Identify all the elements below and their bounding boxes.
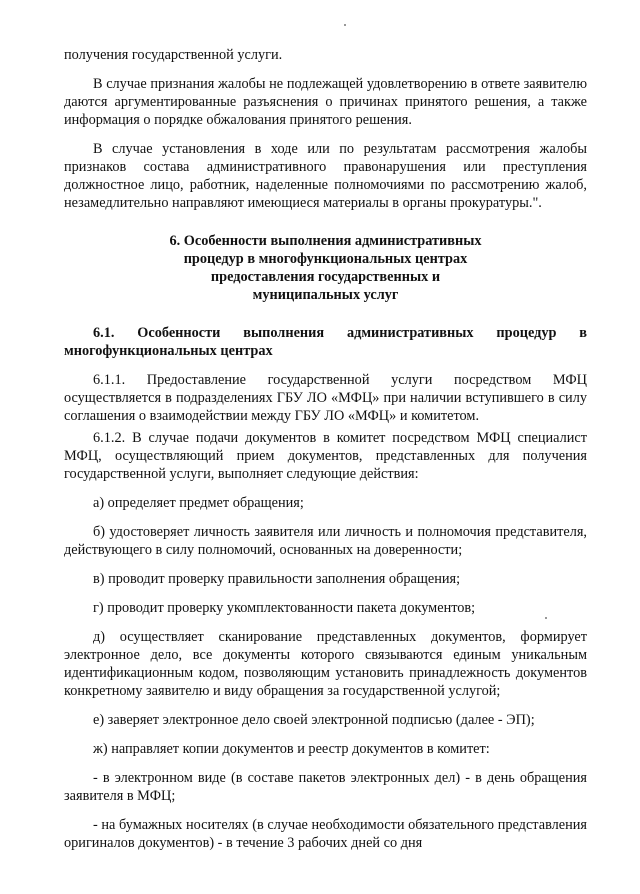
- paragraph-6-1-2: 6.1.2. В случае подачи документов в комитет посредством МФЦ специалист МФЦ, осуществляющий прием документов, представленных для получения государственной услуги, выполняет следующие действия:: [64, 430, 587, 482]
- paragraph-complaint-rejected: В случае признания жалобы не подлежащей удовлетворению в ответе заявителю даются аргументированные разъяснения о причинах принятого решения, а также информация о порядке обжалования принятого решения.: [64, 76, 587, 128]
- list-item-a: а) определяет предмет обращения;: [93, 495, 304, 511]
- paragraph-6-1-1: 6.1.1. Предоставление государственной услуги посредством МФЦ осуществляется в подразделениях ГБУ ЛО «МФЦ» при наличии вступившего в силу соглашения о взаимодействии между ГБУ ЛО «МФЦ» и комитетом.: [64, 372, 587, 424]
- list-item-e: е) заверяет электронное дело своей электронной подписью (далее - ЭП);: [93, 712, 535, 728]
- list-item-dash-paper: - на бумажных носителях (в случае необходимости обязательного представления оригиналов документов) - в течение 3 рабочих дней со дня: [64, 817, 587, 851]
- section-heading-line: предоставления государственных и: [210, 269, 441, 285]
- list-item-g: г) проводит проверку укомплектованности пакета документов;: [93, 600, 476, 616]
- list-item-zh: ж) направляет копии документов и реестр документов в комитет:: [93, 741, 490, 757]
- list-item-b: б) удостоверяет личность заявителя или личность и полномочия представителя, действующего в силу полномочий, основанных на доверенности;: [64, 524, 587, 558]
- section-heading-line: муниципальных услуг: [252, 287, 399, 303]
- section-heading-line: 6. Особенности выполнения административных: [169, 233, 482, 249]
- list-item-v: в) проводит проверку правильности заполнения обращения;: [93, 571, 461, 587]
- document-body: [64, 46, 587, 852]
- list-item-d: д) осуществляет сканирование представленных документов, формирует электронное дело, все документы которого связываются единым уникальным идентификационным кодом, позволяющим установить принадлежность документов конкретному заявителю и виду обращения за государственной услугой;: [64, 629, 587, 699]
- paragraph-continuation: получения государственной услуги.: [64, 47, 283, 63]
- section-heading-line: процедур в многофункциональных центрах: [183, 251, 468, 267]
- subsection-heading-6-1: 6.1. Особенности выполнения административных процедур в многофункциональных центрах: [64, 325, 587, 359]
- list-item-dash-electronic: - в электронном виде (в составе пакетов электронных дел) - в день обращения заявителя в МФЦ;: [64, 770, 587, 804]
- paragraph-violation-found: В случае установления в ходе или по результатам рассмотрения жалобы признаков состава административного правонарушения или преступления должностное лицо, работник, наделенные полномочиями по рассмотрению жалоб, незамедлительно направляют имеющиеся материалы в органы прокуратуры.".: [64, 141, 587, 211]
- scan-speck: [344, 24, 346, 26]
- section-heading-6: [64, 232, 587, 304]
